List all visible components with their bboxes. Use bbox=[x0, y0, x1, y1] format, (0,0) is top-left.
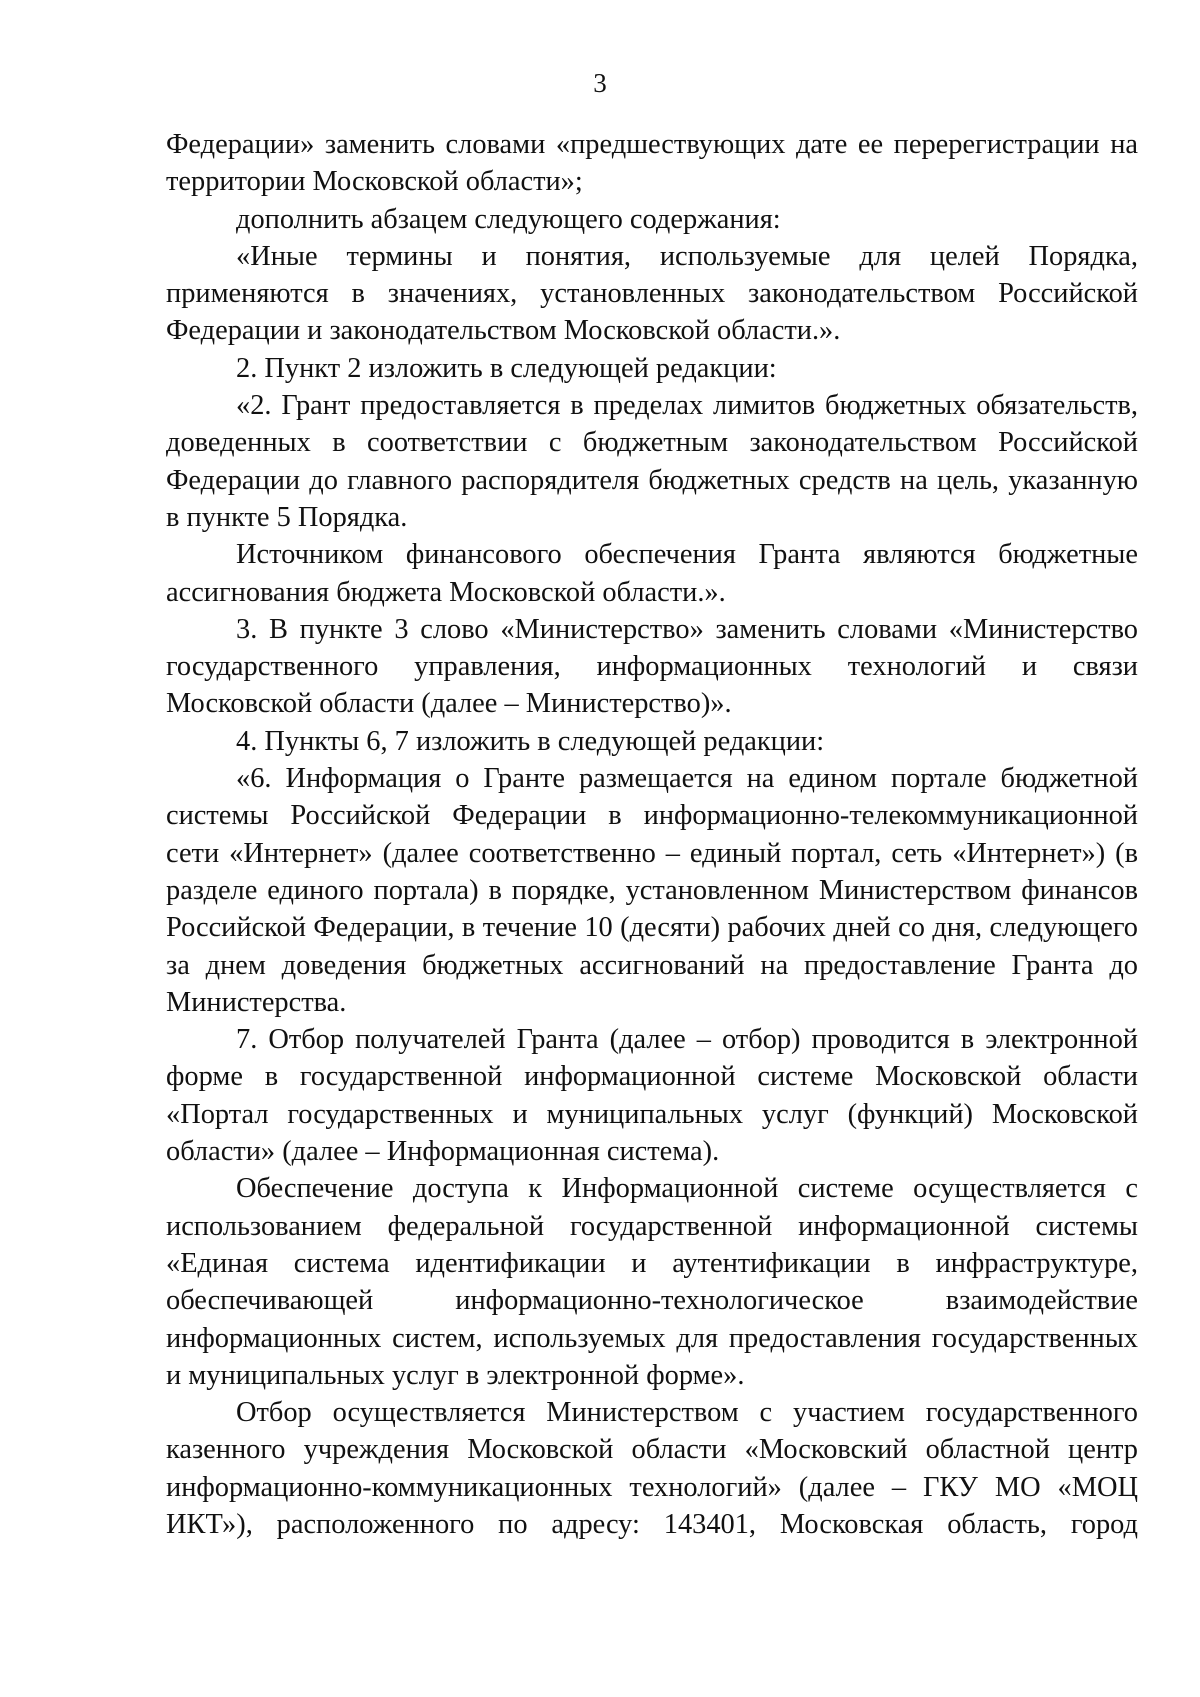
paragraph-amendment-intro: дополнить абзацем следующего содержания: bbox=[236, 203, 781, 235]
document-body bbox=[166, 126, 1138, 1543]
paragraph-selection-organizer: Отбор осуществляется Министерством с участием государственного казенного учреждения Московской области «Московский областной центр информационно-коммуникационных технологий» (далее – ГКУ МО «МОЦ ИКТ»), расположенного по адресу: 143401, Московская область, город bbox=[166, 1397, 1138, 1540]
paragraph-item-2-heading: 2. Пункт 2 изложить в следующей редакции: bbox=[236, 352, 777, 384]
paragraph-item-3: 3. В пункте 3 слово «Министерство» заменить словами «Министерство государственного управления, информационных технологий и связи Московской области (далее – Министерство)». bbox=[166, 613, 1138, 720]
paragraph-items-6-7-heading: 4. Пункты 6, 7 изложить в следующей редакции: bbox=[236, 725, 825, 757]
paragraph-grant-limits: «2. Грант предоставляется в пределах лимитов бюджетных обязательств, доведенных в соответствии с бюджетным законодательством Российской Федерации до главного распорядителя бюджетных средств на цель, указанную в пункте 5 Порядка. bbox=[166, 390, 1138, 533]
paragraph-continuation: Федерации» заменить словами «предшествующих дате ее перерегистрации на территории Московской области»; bbox=[166, 129, 1138, 198]
page-number: 3 bbox=[593, 68, 607, 98]
paragraph-item-7: 7. Отбор получателей Гранта (далее – отбор) проводится в электронной форме в государственной информационной системе Московской области «Портал государственных и муниципальных услуг (функций) Московской области» (далее – Информационная система). bbox=[166, 1024, 1138, 1168]
paragraph-funding-source: Источником финансового обеспечения Гранта являются бюджетные ассигнования бюджета Московской области.». bbox=[166, 539, 1138, 608]
paragraph-system-access: Обеспечение доступа к Информационной системе осуществляется с использованием федеральной государственной информационной системы «Единая система идентификации и аутентификации в инфраструктуре, обеспечивающей информационно-технологическое взаимодействие информационных систем, используемых для предоставления государственных и муниципальных услуг в электронной форме». bbox=[166, 1173, 1138, 1391]
paragraph-other-terms: «Иные термины и понятия, используемые для целей Порядка, применяются в значениях, установленных законодательством Российской Федерации и законодательством Московской области.». bbox=[166, 240, 1138, 347]
paragraph-item-6: «6. Информация о Гранте размещается на едином портале бюджетной системы Российской Федерации в информационно-телекоммуникационной сети «Интернет» (далее соответственно – единый портал, сеть «Интернет») (в разделе единого портала) в порядке, установленном Министерством финансов Российской Федерации, в течение 10 (десяти) рабочих дней со дня, следующего за днем доведения бюджетных ассигнований на предоставление Гранта до Министерства. bbox=[166, 763, 1138, 1018]
